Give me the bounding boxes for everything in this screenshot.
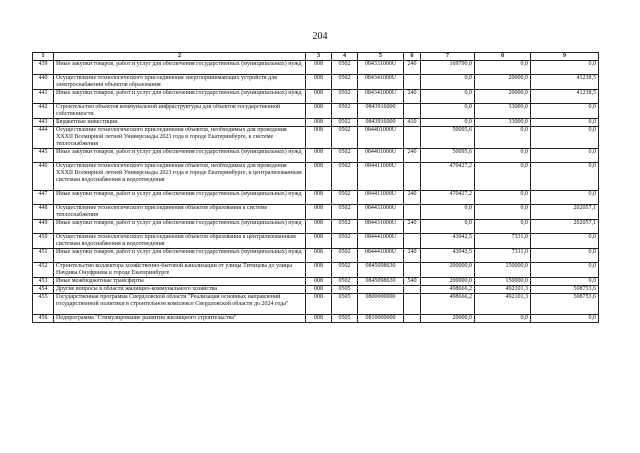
row-number: 448 xyxy=(33,205,54,220)
header-row xyxy=(33,53,599,61)
section-code: 0502 xyxy=(332,163,358,191)
row-description: Иные закупки товаров, работ и услуг для обеспечения государственных (муниципальных) нужд xyxy=(54,191,306,205)
row-description: Иные закупки товаров, работ и услуг для обеспечения государственных (муниципальных) нужд xyxy=(54,249,306,263)
amount-year-1: 43042,5 xyxy=(421,249,475,263)
amount-year-3: 0,0 xyxy=(531,234,599,249)
amount-year-3: 0,0 xyxy=(531,263,599,278)
amount-year-3: 202057,1 xyxy=(531,205,599,220)
expense-type-code xyxy=(404,263,421,278)
table-row xyxy=(33,205,599,220)
header-cell: 8 xyxy=(475,53,531,61)
amount-year-2: 0,0 xyxy=(475,127,531,149)
row-number: 443 xyxy=(33,119,54,127)
row-description: Иные межбюджетные трансферты xyxy=(54,278,306,286)
amount-year-3: 0,0 xyxy=(531,163,599,191)
target-article-code: 084431000U xyxy=(358,220,404,234)
amount-year-1: 200000,0 xyxy=(421,263,475,278)
target-article-code: 084341000U xyxy=(358,75,404,90)
row-description: Другие вопросы в области жилищно-коммунального хозяйства xyxy=(54,286,306,294)
amount-year-1: 0,0 xyxy=(421,90,475,104)
expense-type-code: 240 xyxy=(404,90,421,104)
amount-year-3: 0,0 xyxy=(531,278,599,286)
table-row xyxy=(33,163,599,191)
ministry-code: 008 xyxy=(306,191,332,205)
section-code: 0502 xyxy=(332,234,358,249)
target-article-code: 084401000U xyxy=(358,149,404,163)
table-row xyxy=(33,220,599,234)
header-cell: 1 xyxy=(33,53,54,61)
amount-year-1: 0,0 xyxy=(421,205,475,220)
target-article-code: 084401000U xyxy=(358,127,404,149)
row-number: 440 xyxy=(33,75,54,90)
ministry-code: 008 xyxy=(306,163,332,191)
expense-type-code: 240 xyxy=(404,191,421,205)
amount-year-3: 41238,5 xyxy=(531,75,599,90)
row-description: Иные закупки товаров, работ и услуг для обеспечения государственных (муниципальных) нужд xyxy=(54,149,306,163)
amount-year-3: 0,0 xyxy=(531,119,599,127)
section-code: 0505 xyxy=(332,294,358,315)
target-article-code: 0800000000 xyxy=(358,294,404,315)
table-row xyxy=(33,278,599,286)
section-code: 0502 xyxy=(332,249,358,263)
header-cell: 6 xyxy=(404,53,421,61)
section-code: 0505 xyxy=(332,315,358,323)
header-cell: 5 xyxy=(358,53,404,61)
amount-year-1: 43042,5 xyxy=(421,234,475,249)
row-number: 447 xyxy=(33,191,54,205)
amount-year-2: 0,0 xyxy=(475,61,531,75)
table-row xyxy=(33,286,599,294)
ministry-code: 008 xyxy=(306,127,332,149)
amount-year-2: 150000,0 xyxy=(475,263,531,278)
expense-type-code xyxy=(404,104,421,119)
row-description: Иные закупки товаров, работ и услуг для обеспечения государственных (муниципальных) нужд xyxy=(54,220,306,234)
section-code: 0502 xyxy=(332,75,358,90)
row-description: Бюджетные инвестиции xyxy=(54,119,306,127)
amount-year-1: 20000,0 xyxy=(421,315,475,323)
table-row xyxy=(33,149,599,163)
target-article-code: 084441000U xyxy=(358,249,404,263)
expense-type-code: 540 xyxy=(404,278,421,286)
ministry-code: 008 xyxy=(306,61,332,75)
amount-year-3: 41238,5 xyxy=(531,90,599,104)
section-code: 0502 xyxy=(332,104,358,119)
table-row xyxy=(33,263,599,278)
target-article-code: 084441000U xyxy=(358,234,404,249)
ministry-code: 008 xyxy=(306,149,332,163)
ministry-code: 008 xyxy=(306,234,332,249)
table-row xyxy=(33,90,599,104)
amount-year-2: 7331,0 xyxy=(475,249,531,263)
table-row xyxy=(33,104,599,119)
row-number: 456 xyxy=(33,315,54,323)
amount-year-2: 492101,3 xyxy=(475,286,531,294)
amount-year-3: 0,0 xyxy=(531,127,599,149)
header-cell: 7 xyxy=(421,53,475,61)
amount-year-1: 470427,2 xyxy=(421,191,475,205)
amount-year-1: 0,0 xyxy=(421,220,475,234)
section-code: 0502 xyxy=(332,119,358,127)
row-description: Строительство коллектора хозяйственно-бытовой канализации от улицы Титицева до улицы Начдива Онуфриева в городе Екатеринбурге xyxy=(54,263,306,278)
section-code: 0502 xyxy=(332,278,358,286)
table-row xyxy=(33,127,599,149)
target-article-code: 084341000U xyxy=(358,90,404,104)
amount-year-1: 0,0 xyxy=(421,75,475,90)
amount-year-1: 50095,6 xyxy=(421,149,475,163)
amount-year-2: 20000,0 xyxy=(475,75,531,90)
amount-year-3: 0,0 xyxy=(531,104,599,119)
row-number: 442 xyxy=(33,104,54,119)
amount-year-3: 0,0 xyxy=(531,149,599,163)
expense-type-code xyxy=(404,234,421,249)
header-cell: 2 xyxy=(54,53,306,61)
target-article-code: 0810000000 xyxy=(358,315,404,323)
amount-year-3: 202057,1 xyxy=(531,220,599,234)
expense-type-code xyxy=(404,286,421,294)
amount-year-1: 0,0 xyxy=(421,119,475,127)
target-article-code xyxy=(358,286,404,294)
ministry-code: 008 xyxy=(306,119,332,127)
row-number: 454 xyxy=(33,286,54,294)
amount-year-2: 7331,0 xyxy=(475,234,531,249)
ministry-code: 008 xyxy=(306,249,332,263)
expense-type-code: 240 xyxy=(404,149,421,163)
target-article-code: 0845098630 xyxy=(358,263,404,278)
table-row xyxy=(33,119,599,127)
amount-year-2: 33000,0 xyxy=(475,119,531,127)
ministry-code: 008 xyxy=(306,90,332,104)
amount-year-3: 0,0 xyxy=(531,249,599,263)
amount-year-2: 150000,0 xyxy=(475,278,531,286)
target-article-code: 0843916000 xyxy=(358,119,404,127)
section-code: 0502 xyxy=(332,61,358,75)
expense-type-code: 240 xyxy=(404,61,421,75)
section-code: 0502 xyxy=(332,205,358,220)
section-code: 0505 xyxy=(332,286,358,294)
budget-table xyxy=(32,52,599,323)
row-description: Строительство объектов коммунальной инфраструктуры для объектов государственной собственности xyxy=(54,104,306,119)
header-cell: 4 xyxy=(332,53,358,61)
amount-year-2: 492101,3 xyxy=(475,294,531,315)
target-article-code: 0843916000 xyxy=(358,104,404,119)
ministry-code: 008 xyxy=(306,286,332,294)
ministry-code: 008 xyxy=(306,220,332,234)
row-number: 439 xyxy=(33,61,54,75)
row-description: Осуществление технологического присоединения объектов, необходимых для проведения XXXII Всемирной летней Универсиады 2023 года в городе Екатеринбурге, к централизованным системам водоснабжения и водоотведения xyxy=(54,163,306,191)
ministry-code: 008 xyxy=(306,104,332,119)
amount-year-2: 0,0 xyxy=(475,220,531,234)
target-article-code: 084431000U xyxy=(358,205,404,220)
row-number: 446 xyxy=(33,163,54,191)
amount-year-2: 0,0 xyxy=(475,191,531,205)
table-row xyxy=(33,249,599,263)
section-code: 0502 xyxy=(332,149,358,163)
table-row xyxy=(33,294,599,315)
amount-year-1: 169790,0 xyxy=(421,61,475,75)
amount-year-2: 20000,0 xyxy=(475,90,531,104)
ministry-code: 008 xyxy=(306,278,332,286)
target-article-code: 084411000U xyxy=(358,191,404,205)
ministry-code: 008 xyxy=(306,75,332,90)
row-number: 445 xyxy=(33,149,54,163)
table-row xyxy=(33,61,599,75)
row-description: Иные закупки товаров, работ и услуг для обеспечения государственных (муниципальных) нужд xyxy=(54,90,306,104)
expense-type-code xyxy=(404,75,421,90)
row-description: Осуществление технологического присоединения объектов образования к централизованным системам водоснабжения и водоотведения xyxy=(54,234,306,249)
amount-year-2: 0,0 xyxy=(475,163,531,191)
amount-year-1: 498666,2 xyxy=(421,286,475,294)
ministry-code: 008 xyxy=(306,294,332,315)
row-number: 453 xyxy=(33,278,54,286)
section-code: 0502 xyxy=(332,220,358,234)
expense-type-code xyxy=(404,205,421,220)
amount-year-3: 0,0 xyxy=(531,61,599,75)
target-article-code: 084331000U xyxy=(358,61,404,75)
amount-year-1: 50095,6 xyxy=(421,127,475,149)
ministry-code: 008 xyxy=(306,315,332,323)
section-code: 0502 xyxy=(332,90,358,104)
table-row xyxy=(33,75,599,90)
amount-year-2: 0,0 xyxy=(475,149,531,163)
row-description: Государственная программа Свердловской области "Реализация основных направлений государственной политики в строительном комплексе Свердловской области до 2024 года" xyxy=(54,294,306,315)
ministry-code: 008 xyxy=(306,205,332,220)
section-code: 0502 xyxy=(332,263,358,278)
header-cell: 3 xyxy=(306,53,332,61)
amount-year-3: 0,0 xyxy=(531,191,599,205)
row-description: Иные закупки товаров, работ и услуг для обеспечения государственных (муниципальных) нужд xyxy=(54,61,306,75)
amount-year-2: 0,0 xyxy=(475,315,531,323)
row-number: 450 xyxy=(33,234,54,249)
expense-type-code xyxy=(404,315,421,323)
row-description: Осуществление технологического присоединения энергопринимающих устройств для электроснабжения объектов образования xyxy=(54,75,306,90)
table-row xyxy=(33,234,599,249)
expense-type-code: 240 xyxy=(404,249,421,263)
row-number: 441 xyxy=(33,90,54,104)
row-number: 449 xyxy=(33,220,54,234)
amount-year-1: 200000,0 xyxy=(421,278,475,286)
section-code: 0502 xyxy=(332,191,358,205)
section-code: 0502 xyxy=(332,127,358,149)
expense-type-code: 410 xyxy=(404,119,421,127)
amount-year-2: 0,0 xyxy=(475,205,531,220)
amount-year-3: 0,0 xyxy=(531,315,599,323)
row-number: 452 xyxy=(33,263,54,278)
row-number: 455 xyxy=(33,294,54,315)
row-number: 444 xyxy=(33,127,54,149)
amount-year-1: 498666,2 xyxy=(421,294,475,315)
header-cell: 9 xyxy=(531,53,599,61)
table-row xyxy=(33,315,599,323)
amount-year-1: 0,0 xyxy=(421,104,475,119)
target-article-code: 0845098630 xyxy=(358,278,404,286)
target-article-code: 084411000U xyxy=(358,163,404,191)
expense-type-code xyxy=(404,294,421,315)
ministry-code: 008 xyxy=(306,263,332,278)
row-description: Подпрограмма "Стимулирование развития жилищного строительства" xyxy=(54,315,306,323)
expense-type-code xyxy=(404,163,421,191)
expense-type-code xyxy=(404,127,421,149)
table-row xyxy=(33,191,599,205)
amount-year-3: 508753,6 xyxy=(531,294,599,315)
amount-year-3: 508753,6 xyxy=(531,286,599,294)
row-description: Осуществление технологического присоединения объектов образования к системе теплоснабжения xyxy=(54,205,306,220)
row-description: Осуществление технологического присоединения объектов, необходимых для проведения XXXII Всемирной летней Универсиады 2023 года в городе Екатеринбурге, к системе теплоснабжения xyxy=(54,127,306,149)
amount-year-2: 33000,0 xyxy=(475,104,531,119)
amount-year-1: 470427,2 xyxy=(421,163,475,191)
expense-type-code: 240 xyxy=(404,220,421,234)
row-number: 451 xyxy=(33,249,54,263)
page-number: 204 xyxy=(312,31,328,42)
